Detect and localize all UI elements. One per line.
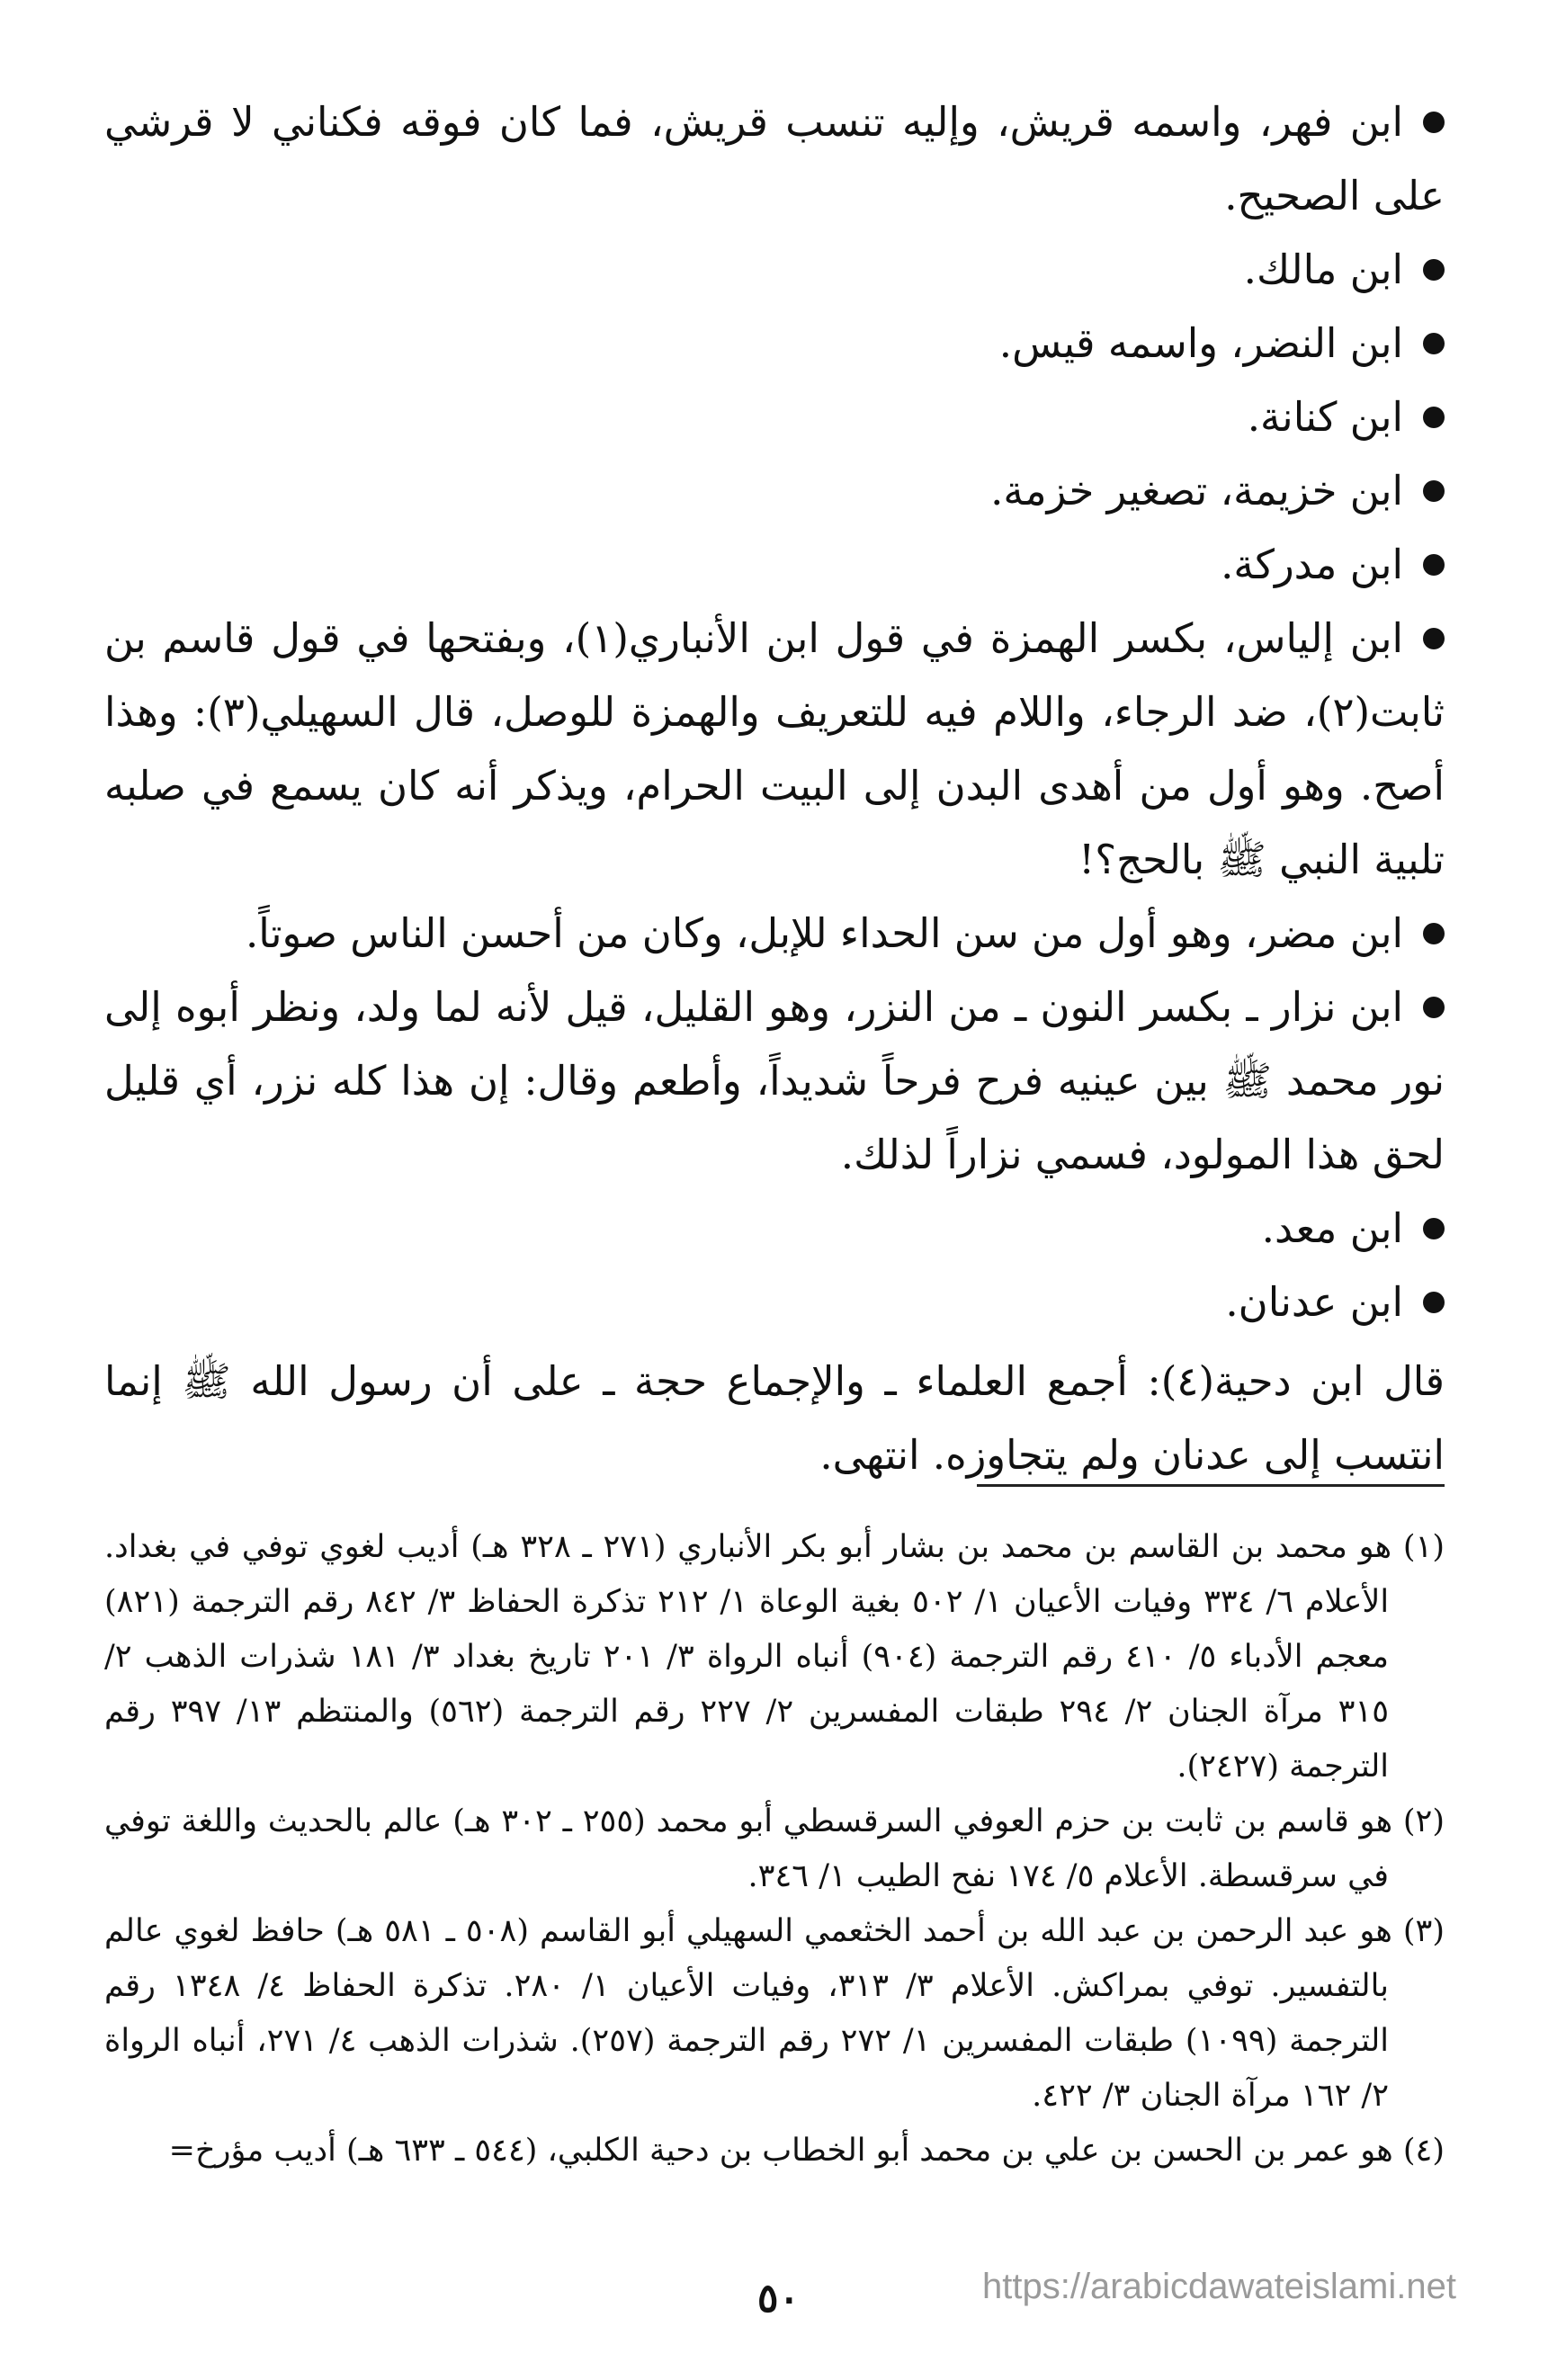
footnote: (٤) هو عمر بن الحسن بن علي بن محمد أبو الخطاب بن دحية الكلبي، (٥٤٤ ـ ٦٣٣ هـ) أديب مؤرخ= bbox=[168, 2133, 1445, 2169]
list-item-text: ابن عدنان. bbox=[1225, 1278, 1403, 1326]
closing-quote: قال ابن دحية(٤): أجمع العلماء ـ والإجماع حجة ـ على أن رسول الله ﷺ إنما انتسب إلى عدنان ولم يتجاوزه. انتهى. bbox=[104, 1357, 1445, 1479]
footnote: (١) هو محمد بن القاسم بن محمد بن بشار أبو بكر الأنباري (٢٧١ ـ ٣٢٨ هـ) أديب لغوي توفي في بغداد. الأعلام ٦/ ٣٣٤ وفيات الأعيان ١/ ٥٠٢ بغية الوعاة ١/ ٢١٢ تذكرة الحفاظ ٣/ ٨٤٢ رقم الترجمة (٨٢١) معجم الأدباء ٥/ ٤١٠ رقم الترجمة (٩٠٤) أنباه الرواة ٣/ ٢٠١ تاريخ بغداد ٣/ ١٨١ شذرات الذهب ٢/ ٣١٥ مرآة الجنان ٢/ ٢٩٤ طبقات المفسرين ٢/ ٢٢٧ رقم الترجمة (٥٦٢) والمنتظم ١٣/ ٣٩٧ رقم الترجمة (٢٤٢٧). bbox=[104, 1529, 1445, 1785]
list-item bbox=[104, 602, 1445, 897]
list-item-text: ابن النضر، واسمه قيس. bbox=[998, 319, 1403, 367]
footnote: (٣) هو عبد الرحمن بن عبد الله بن أحمد الخثعمي السهيلي أبو القاسم (٥٠٨ ـ ٥٨١ هـ) حافظ لغوي عالم بالتفسير. توفي بمراكش. الأعلام ٣/ ٣١٣، وفيات الأعيان ١/ ٢٨٠. تذكرة الحفاظ ٤/ ١٣٤٨ رقم الترجمة (١٠٩٩) طبقات المفسرين ١/ ٢٧٢ رقم الترجمة (٢٥٧). شذرات الذهب ٤/ ٢٧١، أنباه الرواة ٢/ ١٦٢ مرآة الجنان ٣/ ٤٢٢. bbox=[104, 1913, 1445, 2114]
bullet-icon bbox=[1423, 407, 1445, 428]
list-item-text: ابن معد. bbox=[1261, 1204, 1403, 1252]
list-item bbox=[104, 85, 1445, 233]
footnote-divider bbox=[977, 1484, 1445, 1487]
bullet-icon bbox=[1423, 997, 1445, 1018]
list-item bbox=[104, 897, 1445, 971]
list-item bbox=[104, 380, 1445, 454]
list-item bbox=[104, 233, 1445, 307]
list-item-text: ابن خزيمة، تصغير خزمة. bbox=[990, 467, 1403, 514]
bullet-icon bbox=[1423, 628, 1445, 649]
list-item bbox=[104, 307, 1445, 380]
page-number: ٥٠ bbox=[756, 2276, 801, 2322]
list-item-text: ابن مدركة. bbox=[1221, 541, 1403, 588]
list-item-text: ابن مالك. bbox=[1243, 246, 1403, 293]
bullet-icon bbox=[1423, 112, 1445, 133]
bullet-icon bbox=[1423, 1218, 1445, 1239]
bullet-icon bbox=[1423, 554, 1445, 576]
footnotes bbox=[104, 1520, 1445, 2179]
list-item bbox=[104, 1192, 1445, 1266]
bullet-icon bbox=[1423, 259, 1445, 281]
bullet-icon bbox=[1423, 923, 1445, 944]
footnote: (٢) هو قاسم بن ثابت بن حزم العوفي السرقسطي أبو محمد (٢٥٥ ـ ٣٠٢ هـ) عالم بالحديث واللغة توفي في سرقسطة. الأعلام ٥/ ١٧٤ نفح الطيب ١/ ٣٤٦. bbox=[104, 1803, 1445, 1894]
watermark-url: https://arabicdawateislami.net bbox=[982, 2267, 1456, 2306]
list-item-text: ابن فهر، واسمه قريش، وإليه تنسب قريش، فما كان فوقه فكناني لا قرشي على الصحيح. bbox=[104, 98, 1445, 219]
list-item bbox=[104, 454, 1445, 528]
list-item-text: ابن مضر، وهو أول من سن الحداء للإبل، وكان من أحسن الناس صوتاً. bbox=[245, 909, 1403, 957]
bullet-icon bbox=[1423, 333, 1445, 354]
list-item bbox=[104, 528, 1445, 602]
list-item-text: ابن إلياس، بكسر الهمزة في قول ابن الأنباري(١)، وبفتحها في قول قاسم بن ثابت(٢)، ضد الرجاء، واللام فيه للتعريف والهمزة للوصل، قال السهيلي(٣): وهذا أصح. وهو أول من أهدى البدن إلى البيت الحرام، ويذكر أنه كان يسمع في صلبه تلبية النبي ﷺ بالحج؟! bbox=[104, 614, 1445, 883]
list-item bbox=[104, 1266, 1445, 1339]
list-item-text: ابن نزار ـ بكسر النون ـ من النزر، وهو القليل، قيل لأنه لما ولد، ونظر أبوه إلى نور محمد ﷺ بين عينيه فرح فرحاً شديداً، وأطعم وقال: إن هذا كله نزر، أي قليل لحق هذا المولود، فسمي نزاراً لذلك. bbox=[104, 983, 1445, 1178]
main-text bbox=[104, 85, 1445, 1492]
list-item bbox=[104, 971, 1445, 1192]
bullet-icon bbox=[1423, 1292, 1445, 1313]
bullet-icon bbox=[1423, 480, 1445, 502]
list-item-text: ابن كنانة. bbox=[1247, 393, 1403, 441]
